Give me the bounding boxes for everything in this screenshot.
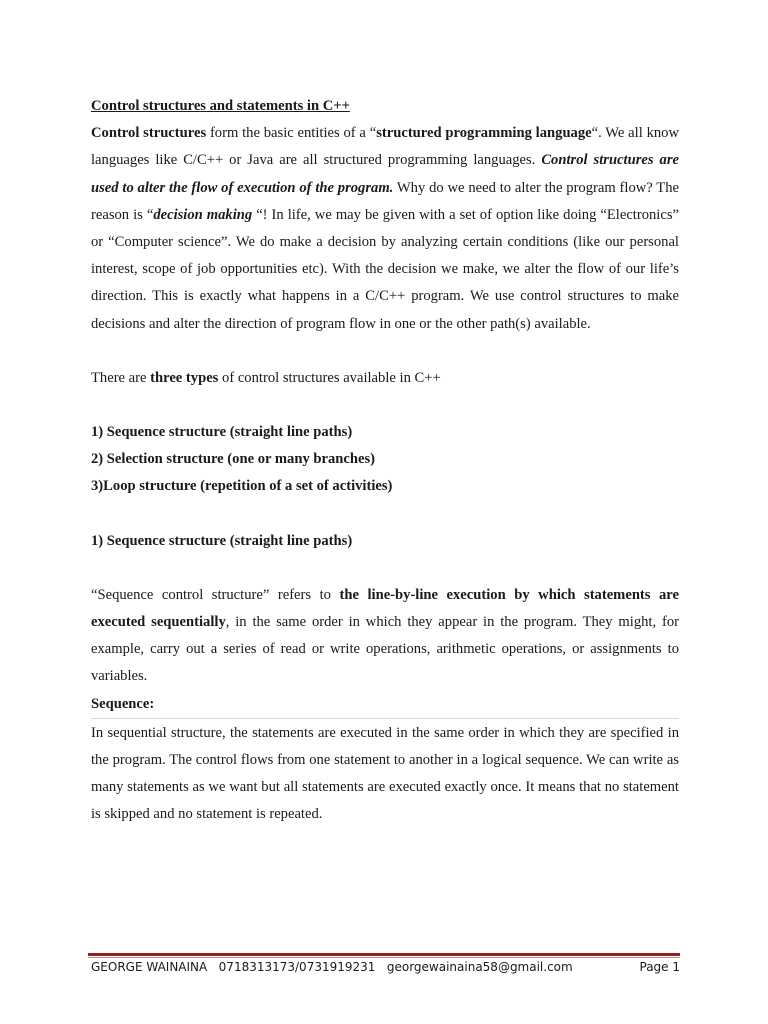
list-item: 3)Loop structure (repetition of a set of activities) bbox=[91, 478, 393, 495]
list-item: 1) Sequence structure (straight line paths) bbox=[91, 424, 353, 441]
intro-bold-italic-sentence: Control structures are used to alter the flow of execution of the program. bbox=[91, 152, 679, 196]
footer-author-contact: GEORGE WAINAINA 0718313173/0731919231 georgewainaina58@gmail.com bbox=[91, 960, 573, 974]
list-item: 2) Selection structure (one or many branches) bbox=[91, 451, 376, 468]
sequential-structure-paragraph: In sequential structure, the statements are executed in the same order in which they are specified in the program. The control flows from one statement to another in a logical sequence. We can write as many statements as we want but all statements are executed exactly once. It means that no statement is skipped and no statement is repeated. bbox=[91, 718, 679, 829]
footer-rule bbox=[88, 953, 680, 956]
document-body bbox=[91, 93, 679, 829]
intro-bold-italic-term: decision making bbox=[153, 206, 253, 223]
footer-rule-thin bbox=[88, 957, 680, 958]
intro-bold-term: Control structures bbox=[91, 125, 207, 142]
page-footer bbox=[91, 960, 680, 974]
types-paragraph: There are three types of control structures available in C++ bbox=[91, 369, 441, 386]
footer-page-number: Page 1 bbox=[639, 960, 680, 974]
intro-paragraph: Control structures form the basic entities of a “structured programming language“. We all know languages like C/C++ or Java are all structured programming languages. Control structures are used to alter the flow of execution of the program. Why do we need to alter the program flow? The reason is “decision making “! In life, we may be given with a set of option like doing “Electronics” or “Computer science”. We do make a decision by analyzing certain conditions (like our personal interest, scope of job opportunities etc). With the decision we make, we alter the flow of our life’s direction. This is exactly what happens in a C/C++ program. We use control structures to make decisions and alter the direction of program flow in one or the other path(s) available. bbox=[91, 125, 680, 332]
sequence-paragraph: “Sequence control structure” refers to the line-by-line execution by which statements are executed sequentially, in the same order in which they appear in the program. They might, for example, carry out a series of read or write operations, arithmetic operations, or assignments to variables. bbox=[91, 586, 679, 685]
section-heading: 1) Sequence structure (straight line paths) bbox=[91, 532, 353, 549]
intro-bold-phrase: structured programming language bbox=[376, 125, 592, 142]
sequence-bold-phrase: the line-by-line execution by which statements are executed sequentially bbox=[91, 586, 679, 631]
sequence-label: Sequence: bbox=[91, 695, 155, 712]
types-bold: three types bbox=[150, 369, 219, 386]
document-title: Control structures and statements in C++ bbox=[91, 98, 350, 114]
